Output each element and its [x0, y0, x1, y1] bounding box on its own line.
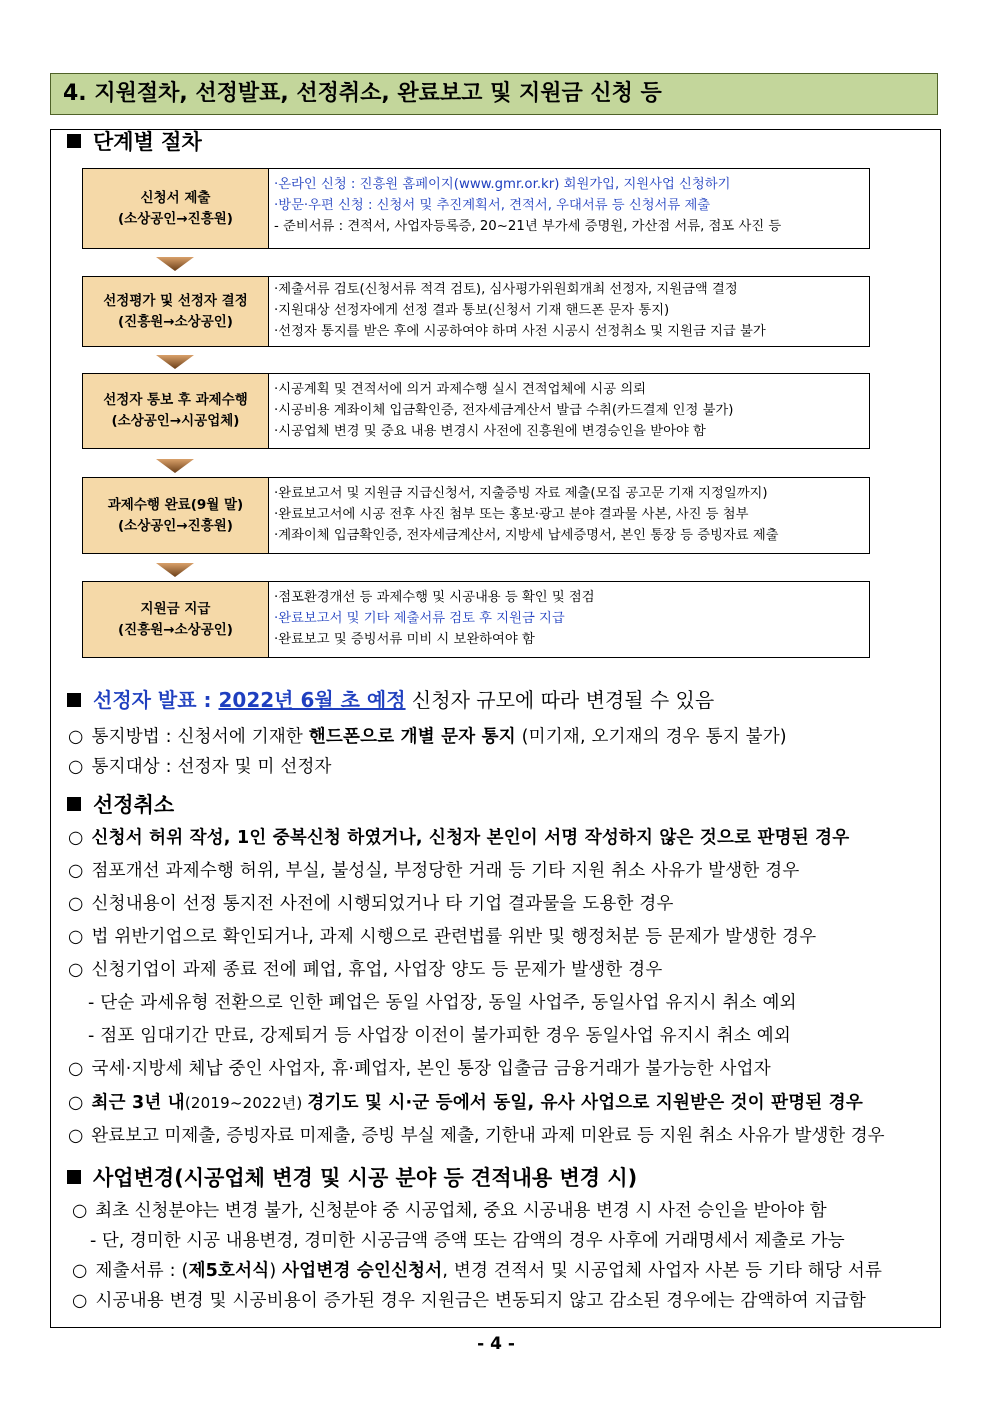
step-flow: (진흥원→소상공인) [118, 313, 233, 330]
circle-bullet-icon: ○ [72, 1291, 88, 1311]
cancel-text: 신청기업이 과제 종료 전에 폐업, 휴업, 사업장 양도 등 문제가 발생한 경우 [91, 960, 663, 980]
circle-bullet-icon: ○ [68, 1093, 84, 1113]
step-line: ·온라인 신청 : 진흥원 홈페이지(www.gmr.or.kr) 회원가입, 지원사업 신청하기 [274, 177, 731, 192]
step-5 [82, 581, 870, 658]
step-5-lines [269, 582, 869, 657]
circle-bullet-icon: ○ [68, 927, 84, 947]
announcement-note: 신청자 규모에 따라 변경될 수 있음 [405, 688, 715, 712]
cancellation-heading-text: 선정취소 [93, 793, 175, 817]
black-square-icon [67, 1170, 81, 1184]
cancel-text-period: (2019~2022년) [184, 1094, 308, 1112]
cancel-item-1 [68, 826, 849, 850]
cancel-item-5 [68, 958, 662, 982]
step-3-lines [269, 374, 869, 448]
step-1 [82, 168, 870, 249]
step-line: ·점포환경개선 등 과제수행 및 시공내용 등 확인 및 점검 [274, 590, 595, 605]
cancel-text-bold: 경기도 및 시·군 등에서 동일, 유사 사업으로 지원받은 것이 판명된 경우 [307, 1093, 863, 1113]
step-line: ·완료보고 및 증빙서류 미비 시 보완하여야 함 [274, 632, 535, 647]
change-text: 제출서류 : ( [95, 1261, 189, 1281]
method-prefix: 통지방법 : 신청서에 기재한 [91, 727, 309, 747]
cancellation-heading [67, 791, 174, 819]
change-text-bold: 제5호서식 [188, 1261, 270, 1281]
black-square-icon [67, 797, 81, 811]
procedure-heading [67, 128, 202, 156]
change-item-2 [72, 1259, 882, 1283]
cancel-text: 법 위반기업으로 확인되거나, 과제 시행으로 관련법률 위반 및 행정처분 등 문제가 발생한 경우 [91, 927, 817, 947]
down-arrow-icon [156, 563, 194, 577]
change-sub-1: - 단, 경미한 시공 내용변경, 경미한 시공금액 증액 또는 감액의 경우 사후에 거래명세서 제출로 가능 [90, 1231, 845, 1251]
change-item-1 [72, 1199, 827, 1223]
down-arrow-icon [156, 459, 194, 473]
announcement-label: 선정자 발표 : [93, 688, 219, 712]
step-2-label [83, 277, 269, 346]
cancel-text: 국세·지방세 체납 중인 사업자, 휴·폐업자, 본인 통장 입출금 금융거래가 불가능한 사업자 [91, 1059, 771, 1079]
step-line: ·시공계획 및 견적서에 의거 과제수행 실시 견적업체에 시공 의뢰 [274, 382, 647, 397]
circle-bullet-icon: ○ [68, 861, 84, 881]
step-4-lines [269, 478, 869, 553]
change-text: ) [269, 1261, 283, 1281]
step-flow: (진흥원→소상공인) [118, 621, 233, 638]
change-heading-text: 사업변경(시공업체 변경 및 시공 분야 등 견적내용 변경 시) [93, 1166, 638, 1190]
cancel-item-2 [68, 859, 799, 883]
step-title: 지원금 지급 [140, 600, 211, 617]
step-line: ·지원대상 선정자에게 선정 결과 통보(신청서 기재 핸드폰 문자 통지) [274, 303, 670, 318]
step-line: ·시공비용 계좌이체 입금확인증, 전자세금계산서 발급 수취(카드결제 인정 불가) [274, 403, 734, 418]
cancel-item-3 [68, 892, 674, 916]
circle-bullet-icon: ○ [68, 894, 84, 914]
cancel-text: 신청내용이 선정 통지전 사전에 시행되었거나 타 기업 결과물을 도용한 경우 [91, 894, 674, 914]
black-square-icon [67, 693, 81, 707]
step-line: ·완료보고서 및 기타 제출서류 검토 후 지원금 지급 [274, 611, 565, 626]
step-line: ·선정자 통지를 받은 후에 시공하여야 하며 사전 시공시 선정취소 및 지원금 지급 불가 [274, 324, 766, 339]
step-flow: (소상공인→진흥원) [118, 210, 233, 227]
cancel-text-bold: 최근 3년 내 [91, 1093, 185, 1113]
circle-bullet-icon: ○ [68, 1059, 84, 1079]
step-2 [82, 276, 870, 347]
cancel-sub-1: - 단순 과세유형 전환으로 인한 폐업은 동일 사업장, 동일 사업주, 동일사업 유지시 취소 예외 [88, 993, 797, 1013]
step-4 [82, 477, 870, 554]
change-text: 시공내용 변경 및 시공비용이 증가된 경우 지원금은 변동되지 않고 감소된 경우에는 감액하여 지급함 [95, 1291, 866, 1311]
announcement-heading [67, 686, 714, 714]
cancel-text: 완료보고 미제출, 증빙자료 미제출, 증빙 부실 제출, 기한내 과제 미완료 등 지원 취소 사유가 발생한 경우 [91, 1126, 885, 1146]
step-flow: (소상공인→시공업체) [111, 413, 240, 429]
step-line: ·계좌이체 입금확인증, 전자세금계산서, 지방세 납세증명서, 본인 통장 등 증빙자료 제출 [274, 528, 779, 543]
cancel-item-6 [68, 1057, 771, 1081]
step-title: 신청서 제출 [140, 189, 211, 206]
cancel-item-7 [68, 1091, 863, 1115]
down-arrow-icon [156, 355, 194, 369]
step-line: - 준비서류 : 견적서, 사업자등록증, 20~21년 부가세 증명원, 가산점 서류, 점포 사진 등 [274, 219, 782, 234]
target-text: 통지대상 : 선정자 및 미 선정자 [91, 757, 332, 777]
step-1-lines [269, 169, 869, 248]
step-title: 과제수행 완료(9월 말) [107, 496, 244, 513]
announcement-date: 2022년 6월 초 예정 [218, 688, 406, 712]
step-line: ·완료보고서에 시공 전후 사진 첨부 또는 홍보·광고 분야 결과물 사본, 사진 등 첨부 [274, 507, 749, 522]
cancel-item-4 [68, 925, 816, 949]
change-item-3 [72, 1289, 866, 1313]
cancel-sub-2: - 점포 임대기간 만료, 강제퇴거 등 사업장 이전이 불가피한 경우 동일사업 유지시 취소 예외 [88, 1026, 791, 1046]
step-title: 선정평가 및 선정자 결정 [103, 292, 248, 309]
step-1-label [83, 169, 269, 248]
circle-bullet-icon: ○ [68, 960, 84, 980]
change-text: 최초 신청분야는 변경 불가, 신청분야 중 시공업체, 중요 시공내용 변경 시 사전 승인을 받아야 함 [95, 1201, 827, 1221]
section-title: 4. 지원절차, 선정발표, 선정취소, 완료보고 및 지원금 신청 등 [50, 73, 938, 115]
step-line: ·시공업체 변경 및 중요 내용 변경시 사전에 진흥원에 변경승인을 받아야 함 [274, 424, 706, 439]
step-line: ·제출서류 검토(신청서류 적격 검토), 심사평가위원회개최 선정자, 지원금액 결정 [274, 282, 738, 297]
black-square-icon [67, 134, 81, 148]
cancel-item-8 [68, 1124, 885, 1148]
page-number: - 4 - [477, 1334, 515, 1354]
step-5-label [83, 582, 269, 657]
cancel-text: 점포개선 과제수행 허위, 부실, 불성실, 부정당한 거래 등 기타 지원 취소 사유가 발생한 경우 [91, 861, 800, 881]
circle-bullet-icon: ○ [68, 727, 84, 747]
circle-bullet-icon: ○ [68, 757, 84, 777]
method-bold: 핸드폰으로 개별 문자 통지 [308, 727, 516, 747]
step-line: ·방문·우편 신청 : 신청서 및 추진계획서, 견적서, 우대서류 등 신청서류 제출 [274, 198, 711, 213]
step-title: 선정자 통보 후 과제수행 [103, 392, 248, 408]
step-flow: (소상공인→진흥원) [118, 517, 233, 534]
procedure-heading-text: 단계별 절차 [93, 130, 202, 154]
change-heading [67, 1164, 637, 1192]
change-text-bold: 사업변경 승인신청서 [282, 1261, 443, 1281]
cancel-text: 신청서 허위 작성, 1인 중복신청 하였거나, 신청자 본인이 서명 작성하지 않은 것으로 판명된 경우 [91, 828, 850, 848]
step-3-label [83, 374, 269, 448]
step-line: ·완료보고서 및 지원금 지급신청서, 지출증빙 자료 제출(모집 공고문 기재 지정일까지) [274, 486, 768, 501]
step-2-lines [269, 277, 869, 346]
step-4-label [83, 478, 269, 553]
change-text: , 변경 견적서 및 시공업체 사업자 사본 등 기타 해당 서류 [442, 1261, 883, 1281]
method-suffix: (미기재, 오기재의 경우 통지 불가) [515, 727, 787, 747]
step-3 [82, 373, 870, 449]
down-arrow-icon [156, 257, 194, 271]
notify-method [68, 725, 787, 749]
circle-bullet-icon: ○ [72, 1201, 88, 1221]
notify-target [68, 755, 332, 779]
circle-bullet-icon: ○ [72, 1261, 88, 1281]
circle-bullet-icon: ○ [68, 1126, 84, 1146]
circle-bullet-icon: ○ [68, 828, 84, 848]
